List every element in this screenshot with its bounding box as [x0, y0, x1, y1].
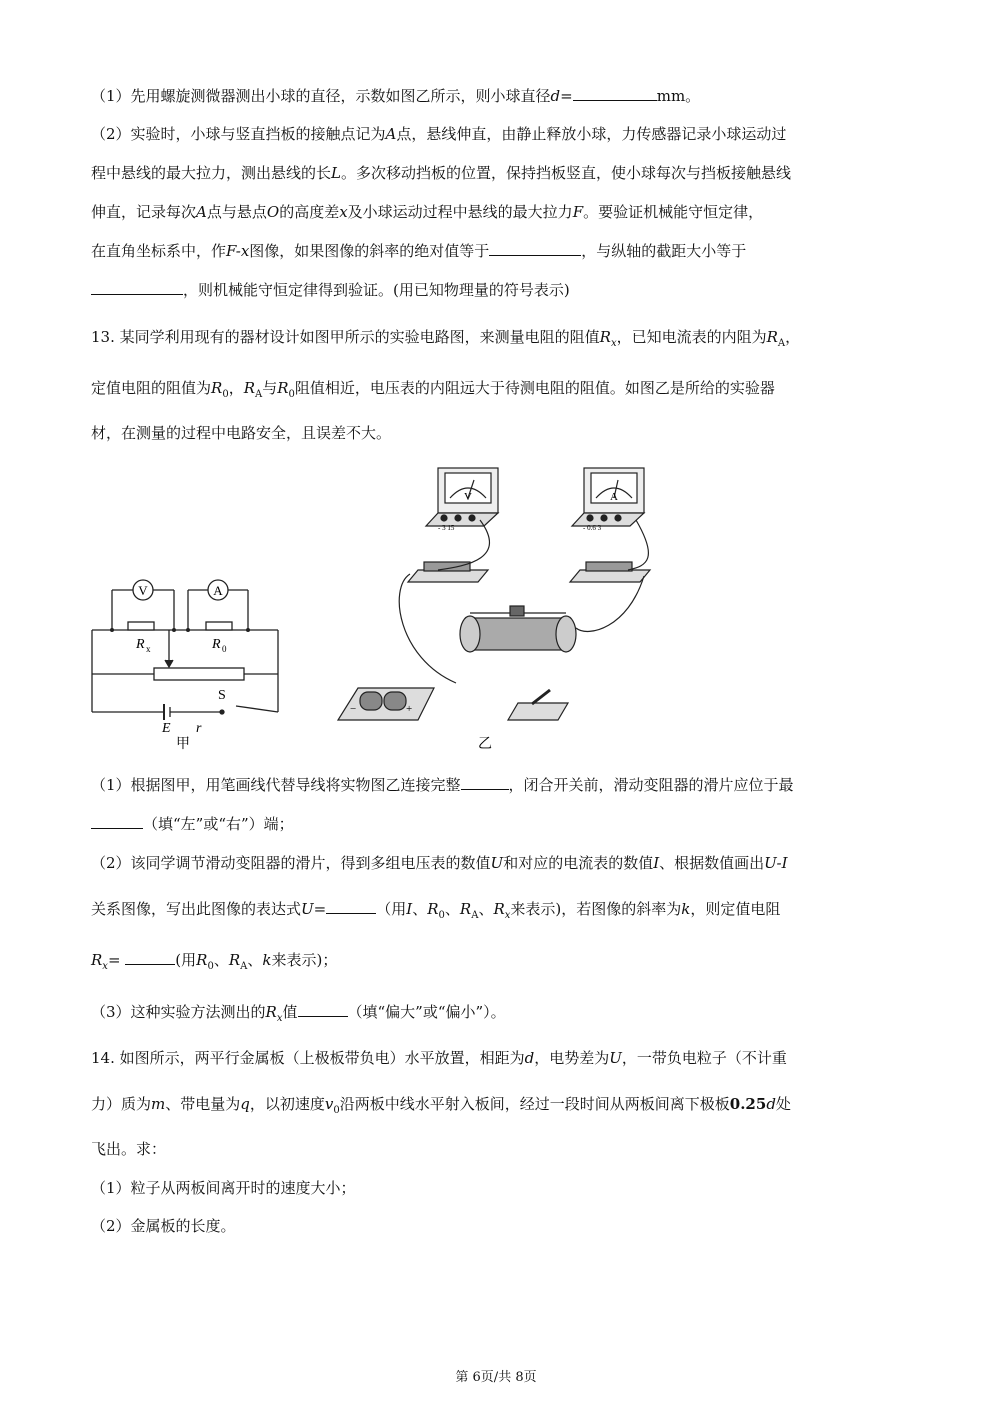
answer-blank[interactable] [125, 950, 175, 965]
apparatus-yi [338, 468, 650, 720]
q12-part1: （1）先用螺旋测微器测出小球的直径，示数如图乙所示，则小球直径d= mm。 [91, 87, 701, 105]
switch-label: S [218, 688, 226, 703]
q13-sub2-line3: $R_x=$ (用$R_0$、$R_A$、k来表示)； [91, 951, 338, 972]
r0-label: R [212, 637, 221, 652]
q13-sub2-line2: 关系图像，写出此图像的表达式U= （用I、$R_0$、$R_A$、$R_x$来表示)，若图像的斜率为k，则定值电阻 [91, 900, 781, 921]
rx-subscript: x [146, 644, 151, 654]
q12-part2-line5: ，则机械能守恒定律得到验证。(用已知物理量的符号表示) [91, 280, 570, 300]
voltmeter-face-label: V [464, 491, 472, 503]
q13-line2: 定值电阻的阻值为$R_0$，$R_A$与$R_0$阻值相近，电压表的内阻远大于待测电阻的阻值。如图乙是所给的实验器 [91, 379, 775, 400]
q12-part2-line3: 伸直，记录每次A点与悬点O的高度差x及小球运动过程中悬线的最大拉力F。要验证机械能守恒定律， [91, 203, 764, 221]
ammeter-scale: - 0.6 3 [583, 524, 602, 532]
answer-blank[interactable] [489, 241, 581, 256]
answer-blank[interactable] [573, 86, 657, 101]
q14-line2: 力）质为m、带电量为q，以初速度$v_0$沿两板中线水平射入板间，经过一段时间从两板间离下极板0.25d处 [91, 1095, 791, 1116]
q14-line1: 14. 如图所示，两平行金属板（上极板带负电）水平放置，相距为d，电势差为U，一带负电粒子（不计重 [91, 1049, 787, 1067]
battery-plus: + [406, 703, 413, 715]
emf-label: E [162, 721, 171, 736]
q14-line3: 飞出。求： [91, 1140, 167, 1158]
q12-part2-line4: 在直角坐标系中，作F-x图像，如果图像的斜率的绝对值等于 ，与纵轴的截距大小等于 [91, 242, 747, 260]
page-footer: 第 6页/共 8页 [455, 1370, 537, 1385]
answer-blank[interactable] [91, 814, 143, 829]
caption-jia: 甲 [176, 736, 190, 752]
q13-sub1-line2: （填“左”或“右”）端； [91, 814, 294, 834]
q13-sub1-line1: （1）根据图甲，用笔画线代替导线将实物图乙连接完整 ，闭合开关前，滑动变阻器的滑片应位于最 [91, 776, 794, 794]
answer-blank[interactable] [461, 775, 509, 790]
q14-sub1: （1）粒子从两板间离开时的速度大小； [91, 1179, 356, 1197]
internal-r-label: r [196, 721, 202, 736]
q13-line3: 材，在测量的过程中电路安全，且误差不大。 [91, 424, 392, 442]
answer-blank[interactable] [298, 1002, 348, 1017]
circuit-drawing [88, 458, 663, 758]
battery-minus: − [350, 703, 357, 715]
q13-sub2-line1: （2）该同学调节滑动变阻器的滑片，得到多组电压表的数值U和对应的电流表的数值I、根据数值画出U-I [91, 854, 788, 872]
q14-sub2: （2）金属板的长度。 [91, 1217, 236, 1235]
q13-line1: 13. 某同学利用现有的器材设计如图甲所示的实验电路图，来测量电阻的阻值$R_x$，已知电流表的内阻为$R_A$， [91, 328, 801, 349]
ammeter-face-label: A [610, 491, 618, 503]
ammeter-label: A [213, 583, 223, 598]
answer-blank[interactable] [326, 899, 376, 914]
q13-sub3: （3）这种实验方法测出的$R_x$值 （填“偏大”或“偏小”）。 [91, 1003, 506, 1024]
rx-label: R [136, 637, 145, 652]
schematic-jia [92, 580, 278, 720]
q12-part2-line2: 程中悬线的最大拉力，测出悬线的长L。多次移动挡板的位置，保持挡板竖直，使小球每次与挡板接触悬线 [91, 164, 791, 182]
r0-subscript: 0 [222, 644, 227, 654]
circuit-figure [88, 458, 663, 758]
caption-yi: 乙 [478, 736, 492, 752]
voltmeter-scale: - 3 15 [438, 524, 455, 532]
q12-part2-line1: （2）实验时，小球与竖直挡板的接触点记为A点，悬线伸直，由静止释放小球，力传感器记录小球运动过 [91, 125, 787, 143]
voltmeter-label: V [138, 583, 148, 598]
answer-blank[interactable] [91, 280, 183, 295]
